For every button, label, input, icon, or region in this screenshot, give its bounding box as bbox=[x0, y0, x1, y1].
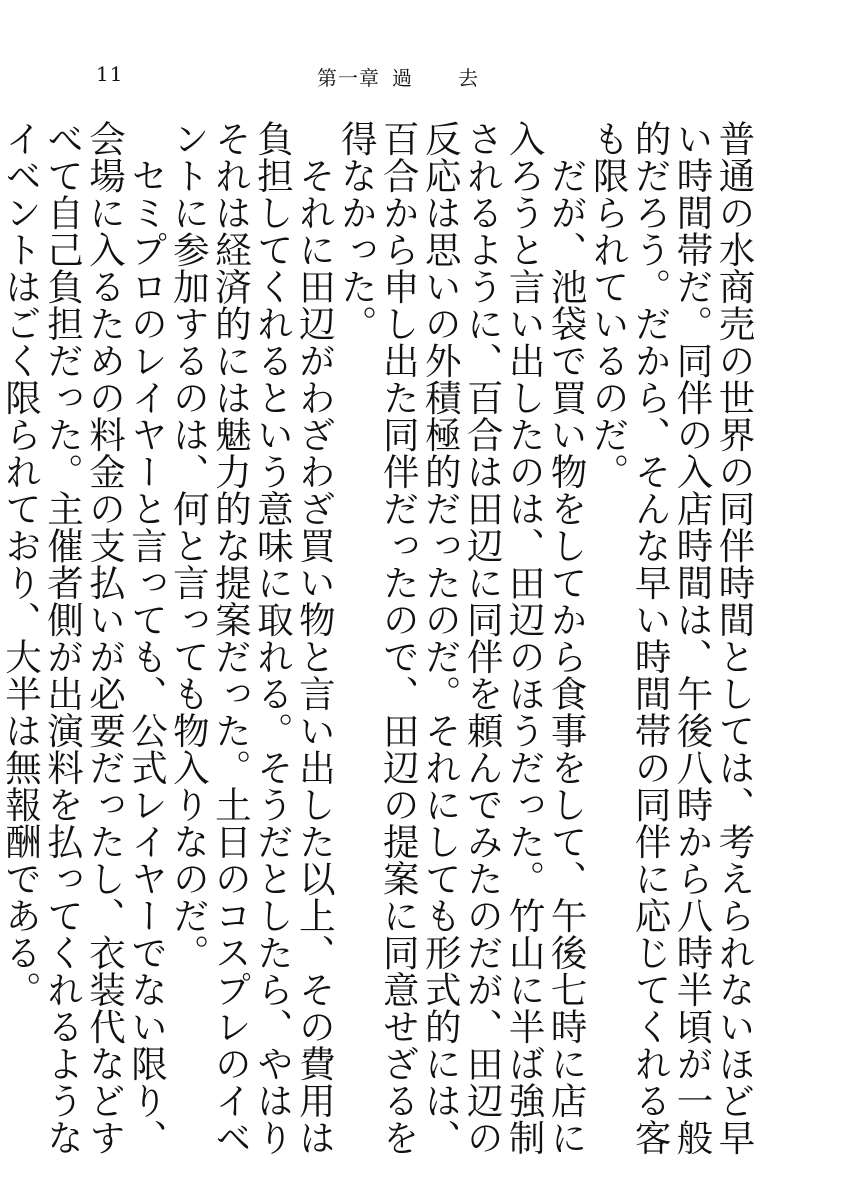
paragraph: セミプロのレイヤーと言っても、公式レイヤーでない限り、会場に入るための料金の支払いが必要だったし、衣装代などすべて自己負担だった。主催者側が出演料を払ってくれるようなイベントはごく限られており、大半は無報酬である。 bbox=[0, 120, 169, 1156]
body-text bbox=[0, 120, 755, 1160]
chapter-label: 第一章 bbox=[317, 66, 380, 90]
paragraph: それに田辺がわざわざ買い物と言い出した以上、その費用は負担してくれるという意味に取れる。そうだとしたら、やはりそれは経済的には魅力的な提案だった。土日のコスプレのイベントに参加するのは、何と言っても物入りなのだ。 bbox=[167, 120, 337, 1156]
running-header bbox=[0, 62, 841, 91]
page-number: 11 bbox=[96, 62, 124, 86]
paragraph: だが、池袋で買い物をしてから食事をして、午後七時に店に入ろうと言い出したのは、田辺のほうだった。竹山に半ば強制されるように、百合は田辺に同伴を頼んでみたのだが、田辺の反応は思いの外積極的だったのだ。それにしても形式的には、百合から申し出た同伴だったので、田辺の提案に同意せざるを得なかった。 bbox=[335, 120, 589, 1156]
chapter-title: 過去 bbox=[392, 66, 524, 90]
paragraph: 普通の水商売の世界の同伴時間としては、考えられないほど早い時間帯だ。同伴の入店時間は、午後八時から八時半頃が一般的だろう。だから、そんな早い時間帯の同伴に応じてくれる客も限られているのだ。 bbox=[587, 120, 756, 1156]
